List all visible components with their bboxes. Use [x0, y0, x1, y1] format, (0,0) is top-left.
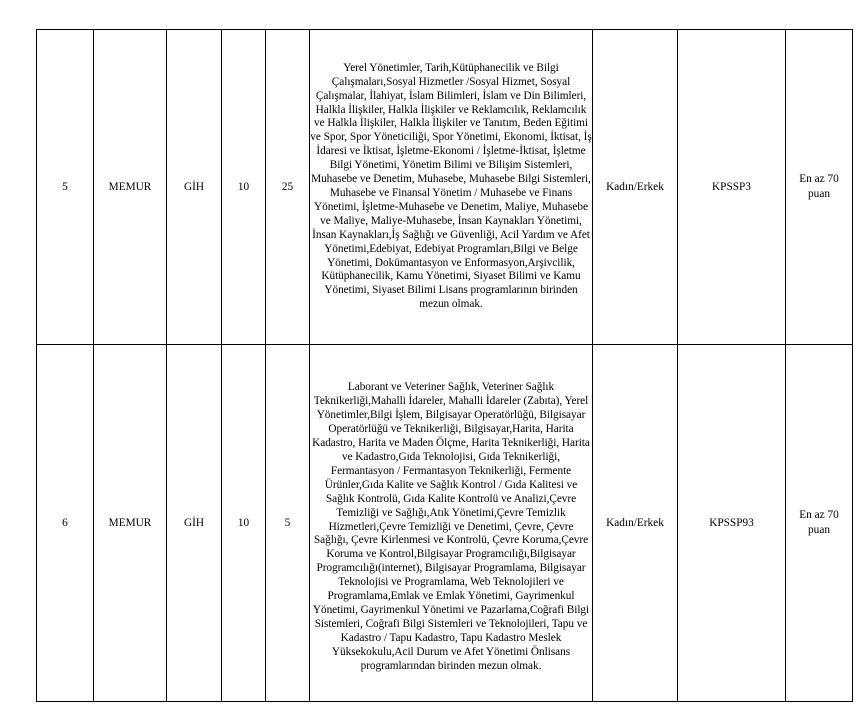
table-row: [37, 30, 853, 345]
minimum-puan-line1: En az 70: [799, 173, 839, 185]
aranan-nitelikler: Laborant ve Veteriner Sağlık, Veteriner Sağlık Teknikerliği,Mahalli İdareler, Mahalli İdareler (Zabıta), Yerel Yönetimler,Bilgi İşlem, Bilgisayar Operatörlüğü, Bilgisayar Operatörlüğü ve Teknikerliği, Bilgisayar,Harita, Harita Kadastro, Harita ve Maden Ölçme, Harita Teknikerliği, Harita ve Kadastro,Gıda Teknolojisi, Gıda Teknikerliği, Fermantasyon / Fermantasyon Teknikerliği, Fermente Ürünler,Gıda Kalite ve Sağlık Kontrol / Gıda Kalitesi ve Sağlık Kontrolü, Gıda Kalite Kontrolü ve Analizi,Çevre Temizliği ve Sağlığı,Atık Yönetimi,Çevre Temizlik Hizmetleri,Çevre Temizliği ve Denetimi, Çevre, Çevre Sağlığı, Çevre Kirlenmesi ve Kontrolü, Çevre Koruma,Çevre Koruma ve Kontrol,Bilgisayar Programcılığı,Bilgisayar Programcılığı(internet), Bilgisayar Programlama, Bilgisayar Teknolojisi ve Programlama, Web Teknolojileri ve Programlama,Emlak ve Emlak Yönetimi, Gayrimenkul Yönetimi, Gayrimenkul Yönetimi ve Pazarlama,Coğrafi Bilgi Sistemleri, Coğrafi Bilgi Sistemleri ve Teknolojileri, Tapu ve Kadastro / Tapu Kadastro, Tapu Kadastro Meslek Yüksekokulu,Acil Durum ve Afet Yönetimi Önlisans programlarından birinden mezun olmak.: [310, 345, 593, 702]
cinsiyet: Kadın/Erkek: [593, 30, 678, 345]
minimum-puan-line2: puan: [808, 188, 830, 200]
kadro-adedi: 25: [266, 30, 310, 345]
aranan-nitelikler: Yerel Yönetimler, Tarih,Kütüphanecilik ve Bilgi Çalışmaları,Sosyal Hizmetler /Sosyal Hizmet, Sosyal Çalışmalar, İlahiyat, İslam Bilimleri, İslam ve Din Bilimleri, Halkla İlişkiler, Halkla İlişkiler ve Reklamcılık, Reklamcılık ve Halkla İlişkiler, Halkla İlişkiler ve Tanıtım, Beden Eğitimi ve Spor, Spor Yöneticiliği, Spor Yönetimi, Ekonomi, İktisat, İş İdaresi ve İktisat, İşletme-Ekonomi / İşletme-İktisat, İşletme Bilgi Yönetimi, Yönetim Bilimi ve Bilişim Sistemleri, Muhasebe ve Denetim, Muhasebe, Muhasebe Bilgi Sistemleri, Muhasebe ve Finansal Yönetim / Muhasebe ve Finans Yönetimi, İşletme-Muhasebe ve Denetim, Maliye, Muhasebe ve Maliye, Maliye-Muhasebe, İnsan Kaynakları Yönetimi, İnsan Kaynakları,İş Sağlığı ve Güvenliği, Acil Yardım ve Afet Yönetimi,Edebiyat, Edebiyat Programları,Bilgi ve Belge Yönetimi, Dokümantasyon ve Enformasyon,Arşivcilik, Kütüphanecilik, Kamu Yönetimi, Siyaset Bilimi ve Kamu Yönetimi, Siyaset Bilimi Lisans programlarının birinden mezun olmak.: [310, 30, 593, 345]
puan-turu: KPSSP3: [678, 30, 786, 345]
sinif: GİH: [167, 345, 222, 702]
minimum-puan-line2: puan: [808, 524, 830, 536]
minimum-puan-line1: En az 70: [799, 509, 839, 521]
sinif: GİH: [167, 30, 222, 345]
kadro-derecesi: 10: [222, 30, 266, 345]
cinsiyet: Kadın/Erkek: [593, 345, 678, 702]
kadro-derecesi: 10: [222, 345, 266, 702]
minimum-puan: [786, 30, 853, 345]
puan-turu: KPSSP93: [678, 345, 786, 702]
table-row: [37, 345, 853, 702]
position-table: [36, 29, 853, 702]
kadro-unvani: MEMUR: [94, 345, 167, 702]
kadro-adedi: 5: [266, 345, 310, 702]
row-number: 5: [37, 30, 94, 345]
kadro-unvani: MEMUR: [94, 30, 167, 345]
minimum-puan: [786, 345, 853, 702]
row-number: 6: [37, 345, 94, 702]
